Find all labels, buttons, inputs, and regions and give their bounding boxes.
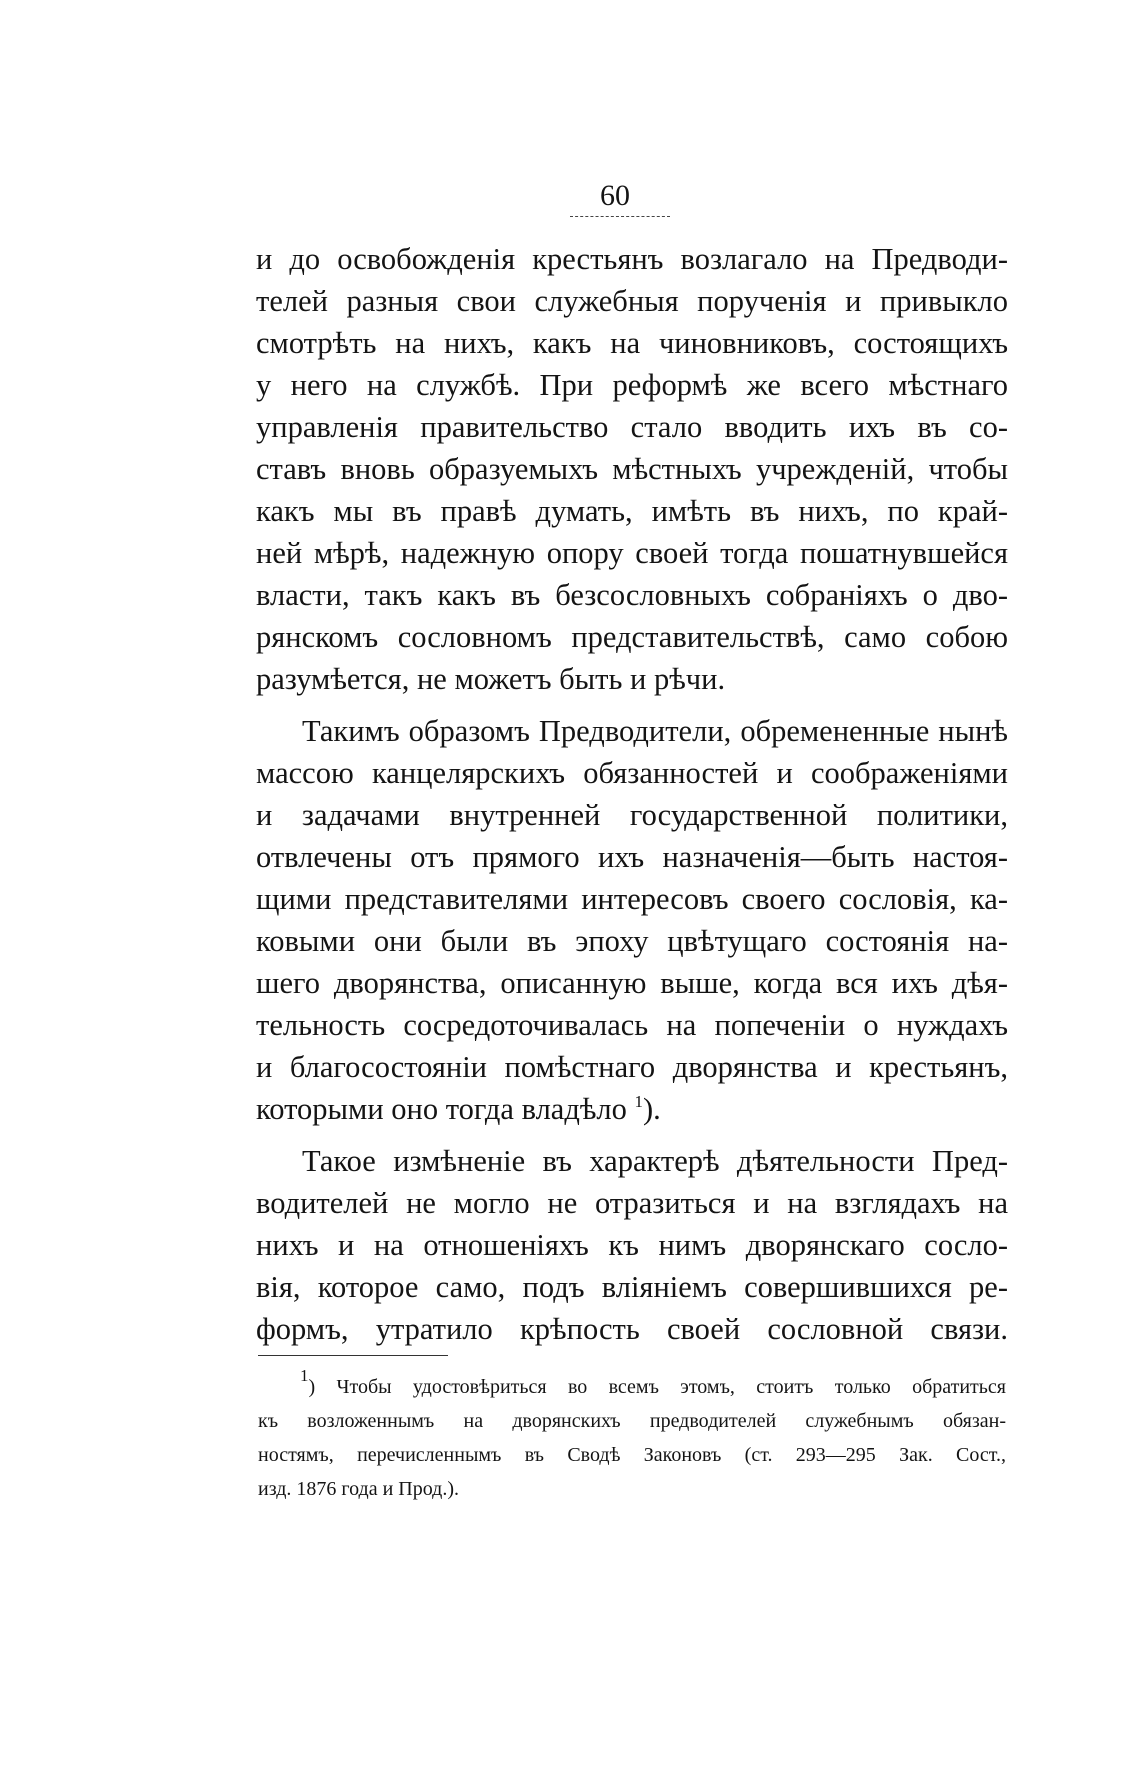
footnote-line: ностямъ, перечисленнымъ въ Сводѣ Законовъ (ст. 293—295 Зак. Сост., (258, 1444, 1006, 1466)
text-line: разумѣется, не можетъ быть и рѣчи. (256, 662, 726, 696)
text-line: ставъ вновь образуемыхъ мѣстныхъ учрежденій, чтобы (256, 452, 1008, 486)
page-number-rule (570, 216, 670, 217)
footnote-separator (258, 1355, 448, 1356)
text-line: отвлечены отъ прямого ихъ назначенія—быть настоя- (256, 840, 1008, 874)
text-line (256, 1088, 1008, 1130)
text-line: и задачами внутренней государственной политики, (256, 798, 1008, 832)
footnote (258, 1366, 1006, 1506)
footnote-line (258, 1366, 1006, 1404)
footnote-line: изд. 1876 года и Прод.). (258, 1478, 460, 1500)
text-line: и до освобожденія крестьянъ возлагало на Предводи- (256, 242, 1008, 276)
body-text (256, 238, 1008, 1350)
text-line: шего дворянства, описанную выше, когда вся ихъ дѣя- (256, 966, 1008, 1000)
text-line: нихъ и на отношеніяхъ къ нимъ дворянскаго сосло- (256, 1228, 1008, 1262)
text-line: телей разныя свои служебныя порученія и привыкло (256, 284, 1008, 318)
paragraph-3 (256, 1140, 1008, 1350)
text-line: какъ мы въ правѣ думать, имѣть въ нихъ, по край- (256, 494, 1008, 528)
text-line: массою канцелярскихъ обязанностей и соображеніями (256, 756, 1008, 790)
text-line: власти, такъ какъ въ безсословныхъ собраніяхъ о дво- (256, 578, 1008, 612)
text-line-segment: которыми оно тогда владѣло (256, 1092, 627, 1126)
text-line: водителей не могло не отразиться и на взглядахъ на (256, 1186, 1008, 1220)
text-line: Такое измѣненіе въ характерѣ дѣятельности Пред- (302, 1144, 1008, 1178)
text-line: у него на службѣ. При реформѣ же всего мѣстнаго (256, 368, 1008, 402)
paragraph-1 (256, 238, 1008, 700)
text-line: управленія правительство стало вводить ихъ въ со- (256, 410, 1008, 444)
text-line: ней мѣрѣ, надежную опору своей тогда пошатнувшейся (256, 536, 1008, 570)
text-line: рянскомъ сословномъ представительствѣ, само собою (256, 620, 1008, 654)
footnote-line: къ возложеннымъ на дворянскихъ предводителей служебнымъ обязан- (258, 1410, 1006, 1432)
text-line: ковыми они были въ эпоху цвѣтущаго состоянія на- (256, 924, 1008, 958)
text-line: формъ, утратило крѣпость своей сословной связи. (256, 1312, 1008, 1346)
page-number: 60 (600, 179, 630, 212)
text-line-segment: ). (643, 1092, 661, 1126)
footnote-marker: 1 (300, 1366, 309, 1385)
text-line: смотрѣть на нихъ, какъ на чиновниковъ, состоящихъ (256, 326, 1008, 360)
text-line: тельность сосредоточивалась на попеченіи о нуждахъ (256, 1008, 1008, 1042)
footnote-line-text: ) Чтобы удостовѣриться во всемъ этомъ, стоитъ только обратиться (308, 1376, 1006, 1398)
text-line: вія, которое само, подъ вліяніемъ совершившихся ре- (256, 1270, 1008, 1304)
text-line: щими представителями интересовъ своего сословія, ка- (256, 882, 1008, 916)
paragraph-2 (256, 710, 1008, 1130)
text-line: и благосостояніи помѣстнаго дворянства и крестьянъ, (256, 1050, 1008, 1084)
text-line: Такимъ образомъ Предводители, обремененные нынѣ (302, 714, 1008, 748)
footnote-reference[interactable]: 1 (634, 1092, 644, 1111)
